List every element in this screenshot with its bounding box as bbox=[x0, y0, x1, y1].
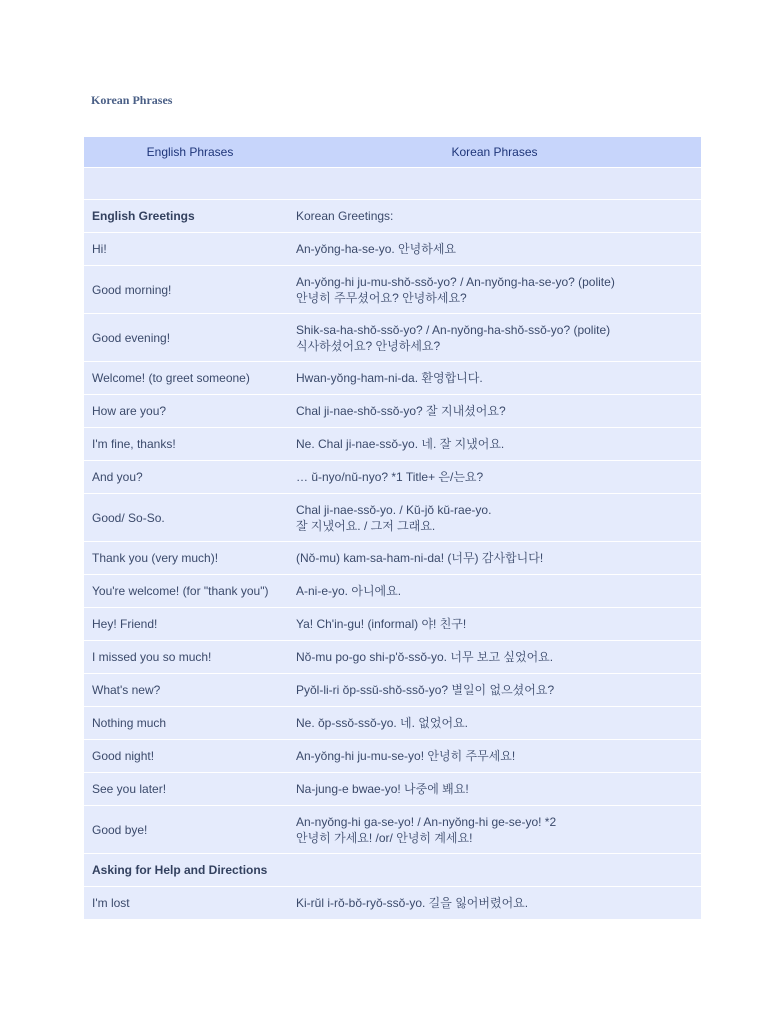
section-header-row bbox=[84, 200, 701, 233]
korean-phrase-line: 안녕히 가세요! /or/ 안녕히 계세요! bbox=[296, 830, 473, 845]
english-phrase-cell: Thank you (very much)! bbox=[84, 542, 288, 575]
korean-phrase-cell bbox=[288, 233, 701, 266]
korean-phrase-line: Shik-sa-ha-shŏ-ssŏ-yo? / An-nyŏng-ha-shŏ-ssŏ-yo? (polite) bbox=[296, 322, 611, 337]
korean-phrase-cell bbox=[288, 575, 701, 608]
table-row bbox=[84, 575, 701, 608]
english-phrase-cell: What's new? bbox=[84, 674, 288, 707]
english-phrase-cell: Good/ So-So. bbox=[84, 494, 288, 542]
table-row bbox=[84, 266, 701, 314]
korean-phrase-cell bbox=[288, 494, 701, 542]
korean-phrase-line: Chal ji-nae-ssŏ-yo. / Kŭ-jŏ kŭ-rae-yo. bbox=[296, 502, 492, 517]
table-body bbox=[84, 168, 701, 920]
korean-phrase-line: 안녕히 주무셨어요? 안녕하세요? bbox=[296, 290, 467, 305]
table-row bbox=[84, 395, 701, 428]
english-phrase-cell: Hi! bbox=[84, 233, 288, 266]
korean-phrase-line: 식사하셨어요? 안녕하세요? bbox=[296, 338, 441, 353]
table-row bbox=[84, 707, 701, 740]
korean-phrase-line: Na-jung-e bwae-yo! 나중에 봬요! bbox=[296, 782, 469, 796]
korean-phrase-line: An-yŏng-ha-se-yo. 안녕하세요 bbox=[296, 242, 457, 256]
column-header-english: English Phrases bbox=[84, 137, 288, 168]
table-spacer-row bbox=[84, 168, 701, 200]
korean-phrase-cell bbox=[288, 362, 701, 395]
english-phrase-cell: English Greetings bbox=[84, 200, 288, 233]
english-phrase-cell: Welcome! (to greet someone) bbox=[84, 362, 288, 395]
korean-phrase-line: Ne. Chal ji-nae-ssŏ-yo. 네. 잘 지냈어요. bbox=[296, 437, 505, 451]
korean-phrase-line: An-yŏng-hi ju-mu-shŏ-ssŏ-yo? / An-nyŏng-ha-se-yo? (polite) bbox=[296, 274, 615, 289]
spacer-cell bbox=[288, 168, 701, 200]
korean-phrase-cell bbox=[288, 314, 701, 362]
korean-phrase-cell bbox=[288, 806, 701, 854]
phrase-table bbox=[84, 137, 701, 920]
english-phrase-cell: Nothing much bbox=[84, 707, 288, 740]
spacer-cell bbox=[84, 168, 288, 200]
korean-phrase-line: An-nyŏng-hi ga-se-yo! / An-nyŏng-hi ge-se-yo! *2 bbox=[296, 814, 557, 829]
english-phrase-cell: Asking for Help and Directions bbox=[84, 854, 288, 887]
korean-phrase-cell bbox=[288, 740, 701, 773]
english-phrase-cell: Good morning! bbox=[84, 266, 288, 314]
korean-phrase-line: A-ni-e-yo. 아니에요. bbox=[296, 584, 402, 598]
table-row bbox=[84, 233, 701, 266]
english-phrase-cell: And you? bbox=[84, 461, 288, 494]
english-phrase-cell: See you later! bbox=[84, 773, 288, 806]
korean-phrase-line: Ya! Ch'in-gu! (informal) 야! 친구! bbox=[296, 617, 467, 631]
english-phrase-cell: I'm lost bbox=[84, 887, 288, 920]
english-phrase-cell: Good bye! bbox=[84, 806, 288, 854]
table-row bbox=[84, 542, 701, 575]
korean-phrase-cell bbox=[288, 608, 701, 641]
korean-phrase-line: (Nŏ-mu) kam-sa-ham-ni-da! (너무) 감사합니다! bbox=[296, 551, 544, 565]
korean-phrase-cell bbox=[288, 461, 701, 494]
english-phrase-cell: I'm fine, thanks! bbox=[84, 428, 288, 461]
korean-phrase-line: An-yŏng-hi ju-mu-se-yo! 안녕히 주무세요! bbox=[296, 749, 516, 763]
table-row bbox=[84, 806, 701, 854]
page-title: Korean Phrases bbox=[91, 93, 173, 107]
korean-phrase-cell bbox=[288, 887, 701, 920]
korean-phrase-cell bbox=[288, 428, 701, 461]
english-phrase-cell: Good evening! bbox=[84, 314, 288, 362]
korean-phrase-cell bbox=[288, 641, 701, 674]
korean-phrase-line: 잘 지냈어요. / 그저 그래요. bbox=[296, 518, 436, 533]
korean-phrase-cell bbox=[288, 542, 701, 575]
column-header-korean: Korean Phrases bbox=[288, 137, 701, 168]
table-row bbox=[84, 314, 701, 362]
table-row bbox=[84, 641, 701, 674]
table-row bbox=[84, 887, 701, 920]
korean-phrase-cell bbox=[288, 707, 701, 740]
english-phrase-cell: Hey! Friend! bbox=[84, 608, 288, 641]
korean-phrase-line: Pyŏl-li-ri ŏp-ssŭ-shŏ-ssŏ-yo? 별일이 없으셨어요? bbox=[296, 683, 555, 697]
korean-phrase-line: Nŏ-mu po-go shi-p'ŏ-ssŏ-yo. 너무 보고 싶었어요. bbox=[296, 650, 554, 664]
korean-phrase-cell bbox=[288, 773, 701, 806]
korean-phrase-line: Korean Greetings: bbox=[296, 209, 394, 223]
korean-phrase-line: Hwan-yŏng-ham-ni-da. 환영합니다. bbox=[296, 371, 483, 385]
korean-phrase-line: Ki-rŭl i-rŏ-bŏ-ryŏ-ssŏ-yo. 길을 잃어버렸어요. bbox=[296, 896, 529, 910]
korean-phrase-line: Ne. ŏp-ssŏ-ssŏ-yo. 네. 없었어요. bbox=[296, 716, 468, 730]
korean-phrase-cell bbox=[288, 266, 701, 314]
korean-phrase-line: … ŭ-nyo/nŭ-nyo? *1 Title+ 은/는요? bbox=[296, 470, 484, 484]
table-header-row bbox=[84, 137, 701, 168]
table-row bbox=[84, 461, 701, 494]
korean-phrase-cell bbox=[288, 200, 701, 233]
korean-phrase-cell bbox=[288, 674, 701, 707]
table-row bbox=[84, 740, 701, 773]
table-row bbox=[84, 362, 701, 395]
table-row bbox=[84, 773, 701, 806]
english-phrase-cell: I missed you so much! bbox=[84, 641, 288, 674]
korean-phrase-cell bbox=[288, 395, 701, 428]
table-row bbox=[84, 674, 701, 707]
table-row bbox=[84, 494, 701, 542]
english-phrase-cell: How are you? bbox=[84, 395, 288, 428]
english-phrase-cell: Good night! bbox=[84, 740, 288, 773]
english-phrase-cell: You're welcome! (for "thank you") bbox=[84, 575, 288, 608]
table-row bbox=[84, 608, 701, 641]
korean-phrase-line: Chal ji-nae-shŏ-ssŏ-yo? 잘 지내셨어요? bbox=[296, 404, 506, 418]
table-row bbox=[84, 428, 701, 461]
section-header-row bbox=[84, 854, 701, 887]
korean-phrase-cell bbox=[288, 854, 701, 887]
